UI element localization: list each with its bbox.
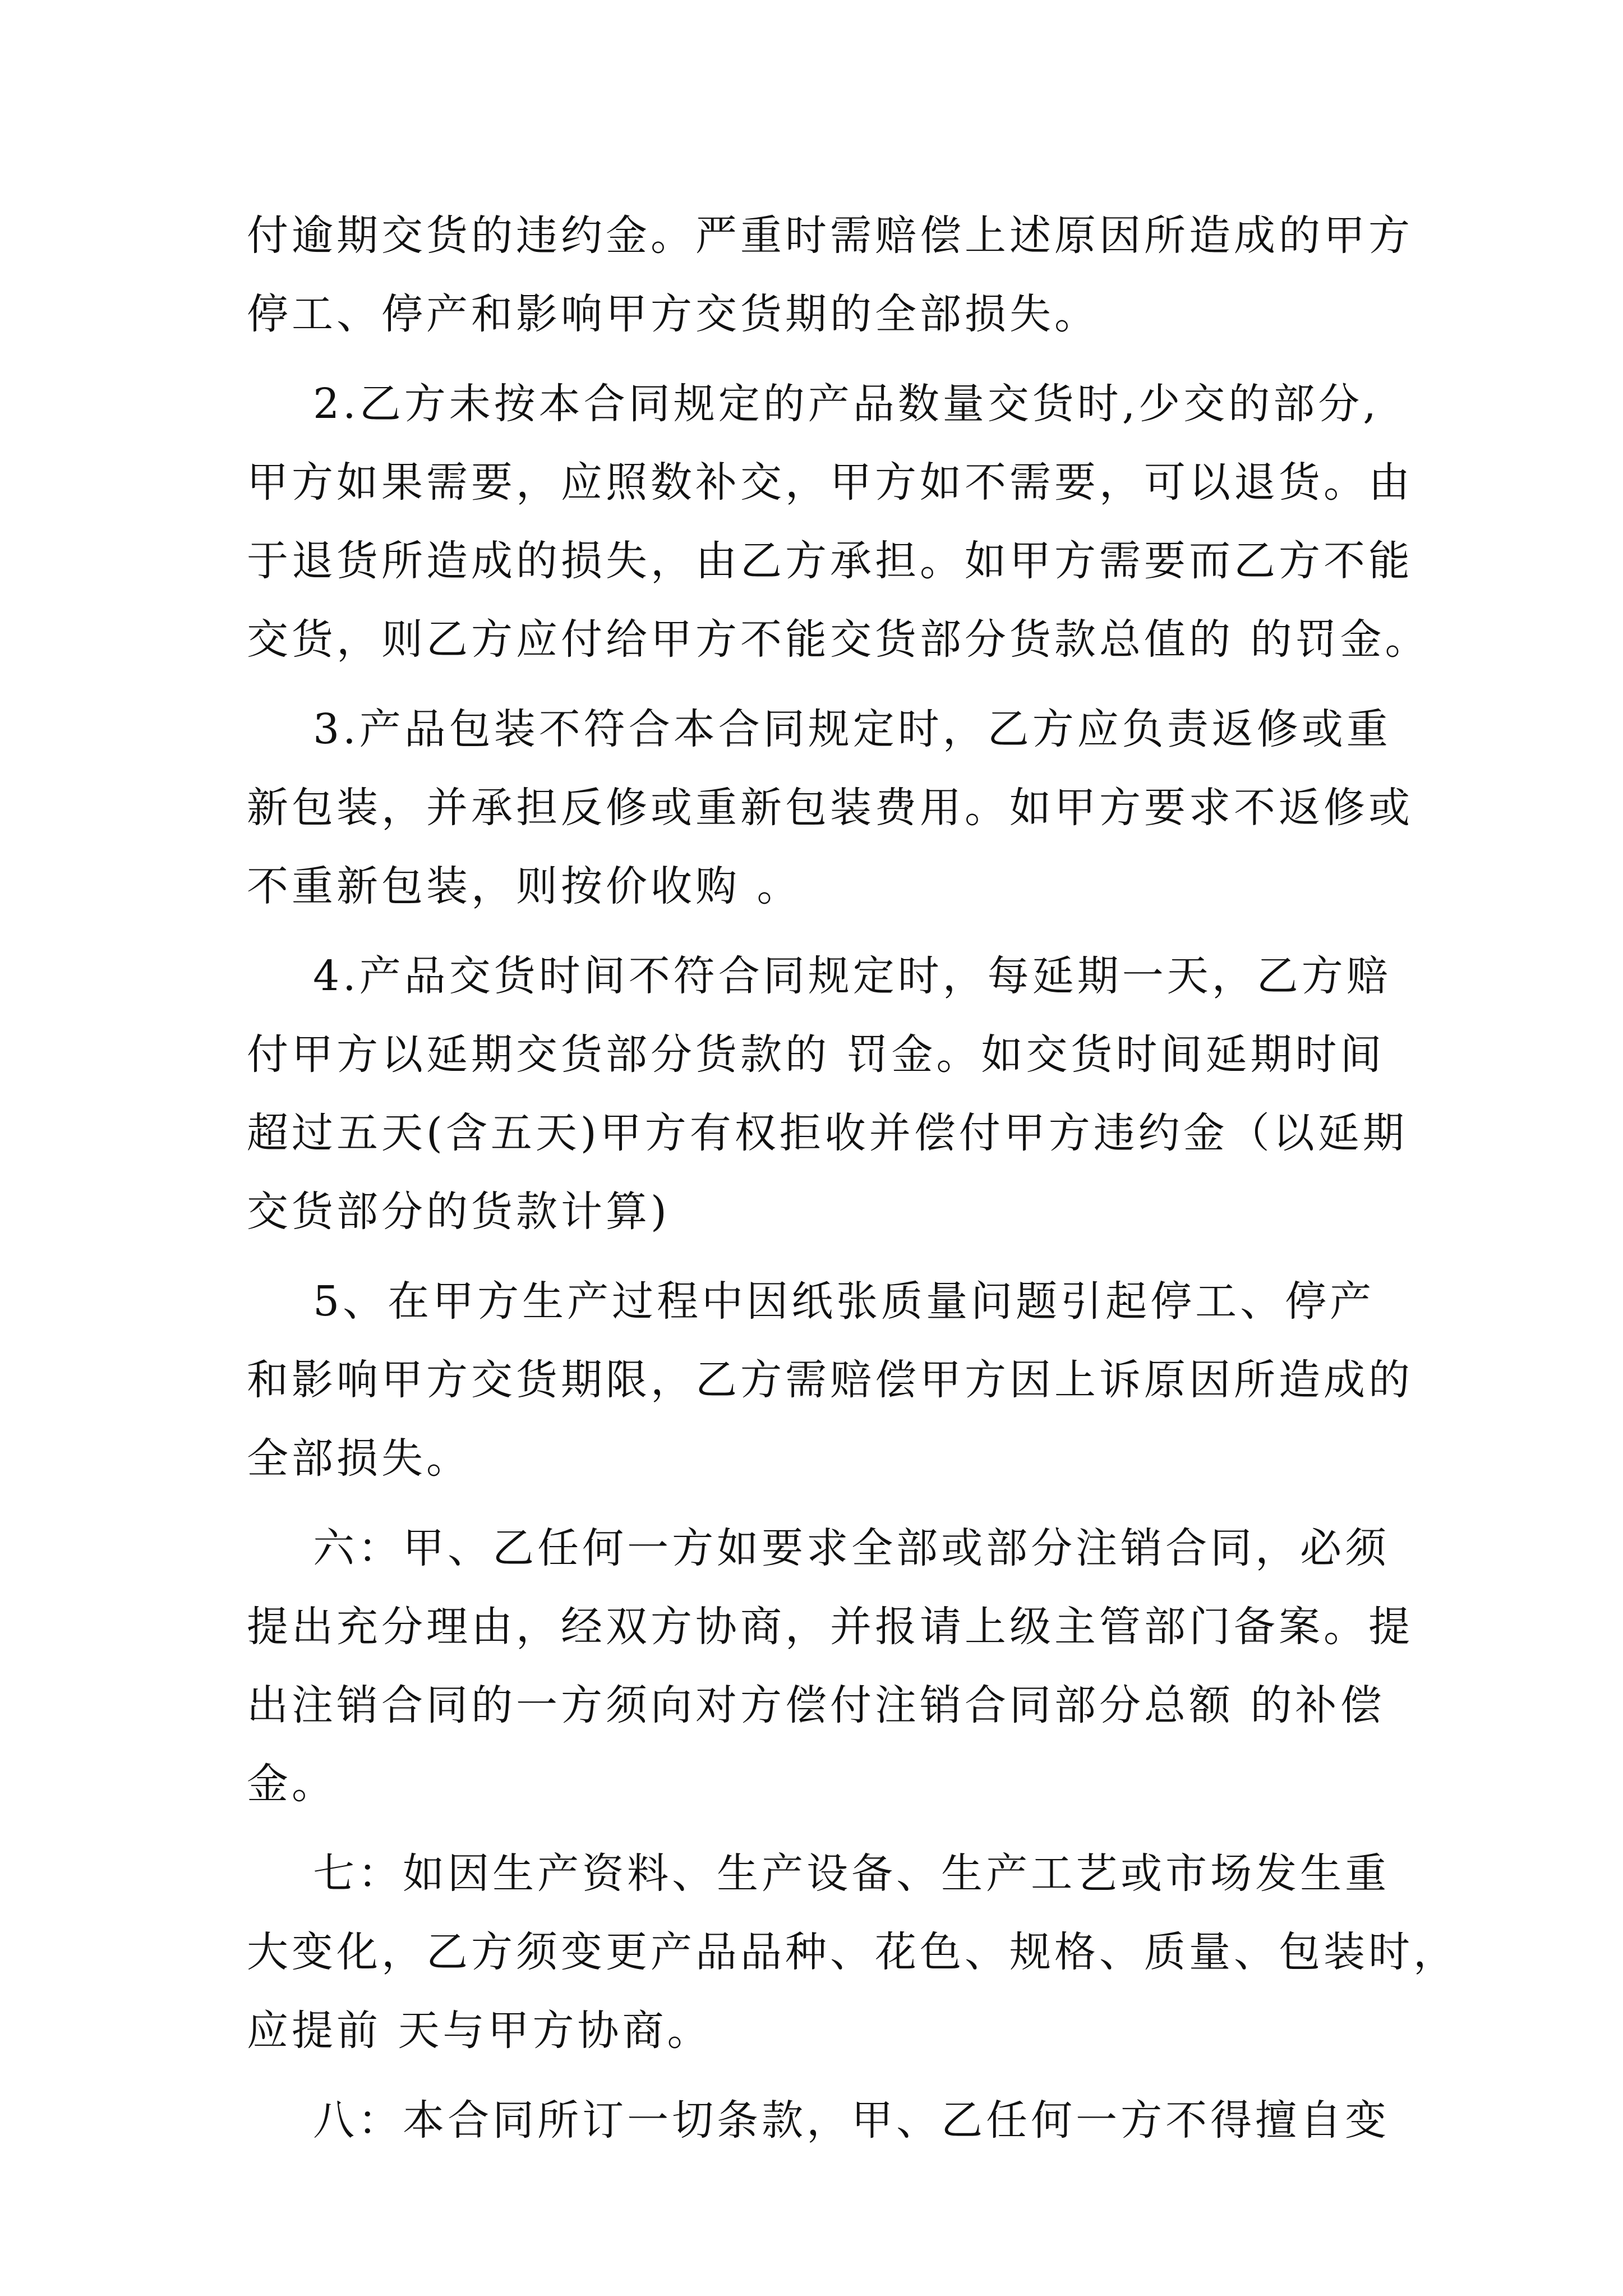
paragraph-gap [247, 926, 1441, 937]
text-line: 付甲方以延期交货部分货款的 罚金。如交货时间延期时间 [247, 1030, 1385, 1079]
contract-paragraph [247, 1262, 1441, 1498]
paragraph-gap [247, 679, 1441, 690]
text-line: 付逾期交货的违约金。严重时需赔偿上述原因所造成的甲方 [247, 211, 1413, 260]
text-line: 应提前 天与甲方协商。 [247, 2007, 712, 2055]
text-line: 停工、停产和影响甲方交货期的全部损失。 [247, 290, 1099, 338]
text-line: 3.产品包装不符合本合同规定时，乙方应负责返修或重 [247, 705, 1391, 753]
text-line: 出注销合同的一方须向对方偿付注销合同部分总额 的补偿 [247, 1681, 1385, 1729]
text-line: 金。 [247, 1760, 336, 1808]
contract-paragraph [247, 937, 1441, 1251]
contract-text-body [247, 196, 1458, 2160]
contract-paragraph [247, 196, 1441, 353]
text-line: 六：甲、乙任何一方如要求全部或部分注销合同，必须 [247, 1524, 1390, 1572]
text-line: 八：本合同所订一切条款，甲、乙任何一方不得擅自变 [247, 2096, 1390, 2145]
text-line: 提出充分理由，经双方协商，并报请上级主管部门备案。提 [247, 1603, 1413, 1651]
paragraph-gap [247, 2070, 1441, 2081]
text-line: 全部损失。 [247, 1434, 471, 1483]
contract-paragraph [247, 365, 1441, 679]
text-line: 交货部分的货款计算) [247, 1188, 670, 1236]
text-line: 甲方如果需要，应照数补交，甲方如不需要，可以退货。由 [247, 458, 1413, 507]
text-line: 超过五天(含五天)甲方有权拒收并偿付甲方违约金（以延期 [247, 1109, 1408, 1157]
text-line: 新包装，并承担反修或重新包装费用。如甲方要求不返修或 [247, 784, 1413, 832]
contract-paragraph [247, 1509, 1441, 1823]
text-line: 5、在甲方生产过程中因纸张质量问题引起停工、停产 [247, 1277, 1375, 1326]
text-line: 交货，则乙方应付给甲方不能交货部分货款总值的 的罚金。 [247, 615, 1430, 664]
contract-paragraph [247, 2081, 1441, 2160]
text-line: 七：如因生产资料、生产设备、生产工艺或市场发生重 [247, 1849, 1390, 1898]
paragraph-gap [247, 1498, 1441, 1509]
text-line: 不重新包装，则按价收购 。 [247, 862, 802, 910]
contract-paragraph [247, 1834, 1458, 2070]
text-line: 4.产品交货时间不符合同规定时，每延期一天，乙方赔 [247, 952, 1391, 1000]
paragraph-gap [247, 1251, 1441, 1262]
text-line: 于退货所造成的损失，由乙方承担。如甲方需要而乙方不能 [247, 537, 1413, 585]
text-line: 大变化，乙方须变更产品品种、花色、规格、质量、包装时， [247, 1928, 1458, 1976]
paragraph-gap [247, 353, 1441, 365]
contract-paragraph [247, 690, 1441, 926]
paragraph-gap [247, 1823, 1441, 1834]
text-line: 2.乙方未按本合同规定的产品数量交货时,少交的部分, [247, 380, 1380, 428]
text-line: 和影响甲方交货期限，乙方需赔偿甲方因上诉原因所造成的 [247, 1356, 1413, 1404]
